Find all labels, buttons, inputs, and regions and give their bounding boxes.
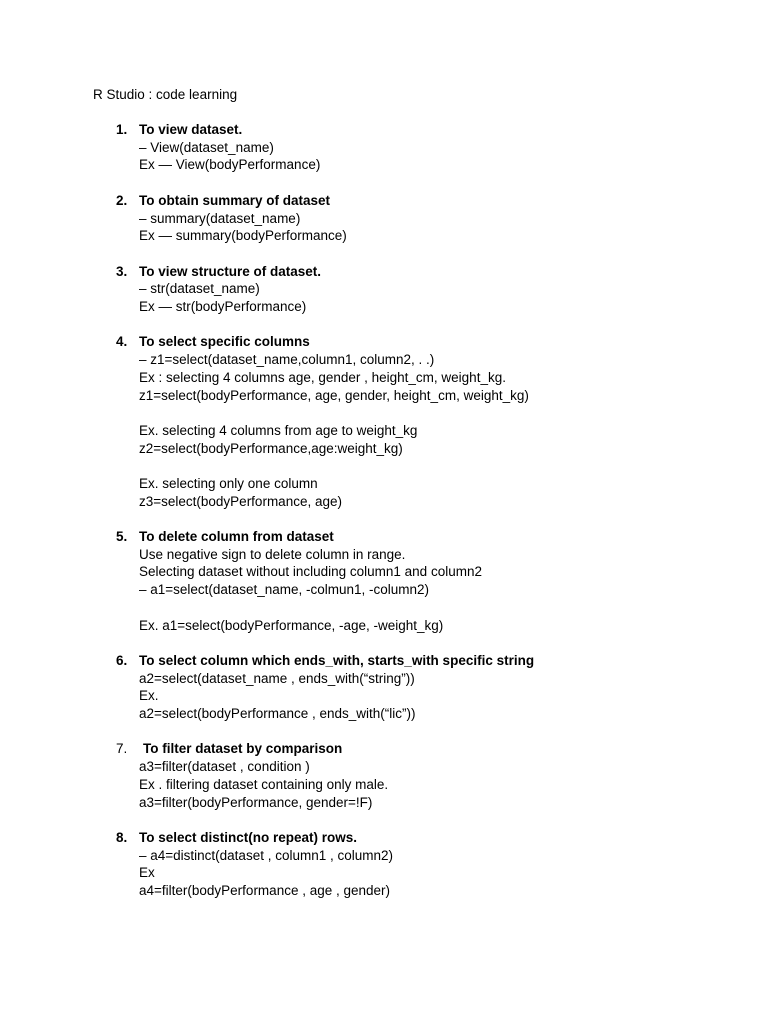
item-line: Ex : selecting 4 columns age, gender , height_cm, weight_kg. [139,369,506,385]
document-title: R Studio : code learning [93,87,238,102]
item-line: – a4=distinct(dataset , column1 , column2) [139,847,394,863]
item-heading: To obtain summary of dataset [139,192,331,208]
item-line: Ex — str(bodyPerformance) [139,299,307,314]
item-line: – a1=select(dataset_name, -colmun1, -column2) [139,582,430,598]
item-number: 7. [116,741,128,757]
item-number: 8. [116,829,128,845]
item-line: Selecting dataset without including column1 and column2 [139,564,482,580]
item-line: Ex. selecting 4 columns from age to weight_kg [139,422,418,438]
item-line: z3=select(bodyPerformance, age) [139,493,342,509]
item-line: a2=select(bodyPerformance , ends_with(“lic”)) [139,706,416,722]
item-number: 5. [116,529,128,545]
item-number: 2. [116,192,128,208]
item-line: – summary(dataset_name) [139,210,301,226]
item-line: Ex. a1=select(bodyPerformance, -age, -weight_kg) [139,617,444,633]
list-item-7 [0,740,534,811]
item-line: z2=select(bodyPerformance,age:weight_kg) [139,440,403,456]
item-line: a3=filter(bodyPerformance, gender=!F) [139,794,373,810]
item-line: – str(dataset_name) [139,281,260,297]
blank-line [139,457,534,475]
item-number: 4. [116,334,128,350]
item-number: 1. [116,122,128,137]
list-item-5 [0,528,534,634]
list-item-2 [0,192,534,245]
item-number: 6. [116,652,128,668]
blank-line [139,599,534,617]
item-heading: To filter dataset by comparison [143,741,343,757]
list-item-6 [0,652,534,723]
item-heading: To select distinct(no repeat) rows. [139,829,358,845]
item-heading: To select column which ends_with, starts_with specific string [139,652,535,668]
item-heading: To view structure of dataset. [139,263,322,279]
list-item-8 [0,829,534,900]
item-line: a2=select(dataset_name , ends_with(“string”)) [139,670,415,686]
item-heading: To select specific columns [139,334,310,350]
item-line: a4=filter(bodyPerformance , age , gender) [139,883,391,899]
list-item-4 [0,333,534,510]
notes-list [0,121,534,917]
item-line: Ex. [139,688,159,704]
item-line: Ex . filtering dataset containing only male. [139,776,389,792]
list-item-3 [0,263,534,316]
blank-line [139,404,534,422]
item-line: Ex — summary(bodyPerformance) [139,228,347,244]
item-heading: To delete column from dataset [139,529,334,545]
item-line: – View(dataset_name) [139,139,274,155]
item-line: Ex [139,865,155,881]
item-line: Use negative sign to delete column in range. [139,546,406,562]
item-heading: To view dataset. [139,122,243,137]
item-line: Ex. selecting only one column [139,475,318,491]
item-line: – z1=select(dataset_name,column1, column2, . .) [139,352,435,368]
item-number: 3. [116,263,128,279]
item-line: z1=select(bodyPerformance, age, gender, height_cm, weight_kg) [139,387,529,403]
item-line: Ex — View(bodyPerformance) [139,157,321,173]
list-item-1 [0,121,534,174]
item-line: a3=filter(dataset , condition ) [139,759,310,775]
